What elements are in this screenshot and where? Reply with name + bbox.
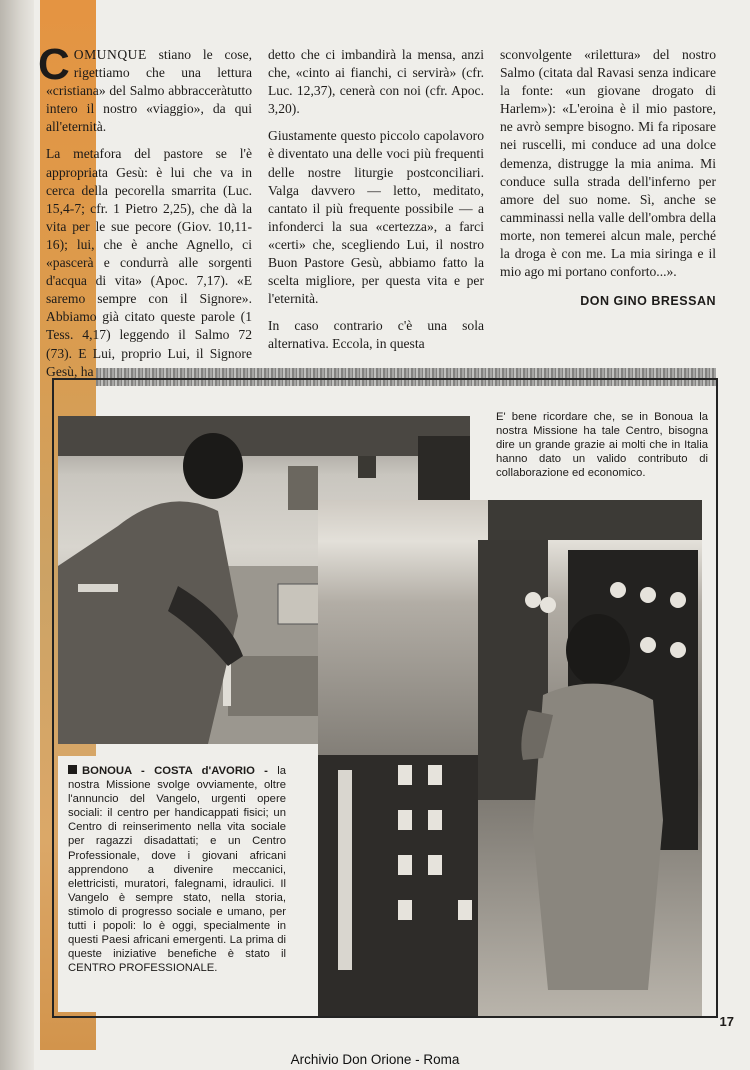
article-paragraph (38, 40, 252, 136)
article-paragraph: Giustamente questo piccolo capolavoro è diventato una delle voci più frequenti delle nostre liturgie postconciliari. Valga davvero — letto, meditato, cantato il più frequente possibile — a infonderci la sua «certezza», a farci «certi» che, scegliendo Lui, il nostro Buon Pastore Gesù, abbiamo fatto la scelta migliore, per questa vita e per l'eternità. (268, 128, 484, 307)
article-column-1 (38, 40, 252, 390)
author-signature: DON GINO BRESSAN (580, 294, 716, 308)
caption-main (68, 764, 286, 975)
article-paragraph: sconvolgente «rilettura» del nostro Salmo (citata dal Ravasi senza indicare la fonte: «un giovane drogato di Harlem»): «L'eroina è il mio pastore, ne avrò sempre bisogno. Mi fa riposare nei ruscelli, mi conduce ad una dolce demenza, distrugge la mia anima. Mi conduce sulla strada dell'inferno per amore del suo nome. Sì, anche se camminassi nella valle dell'ombra della morte, non temerei alcun male, perché la droga è con me. La mia siringa e il mio ago mi portano conforto...». (500, 47, 716, 280)
page-number: 17 (719, 1014, 734, 1029)
article-paragraph: In caso contrario c'è una sola alternativa. Eccola, in questa (268, 318, 484, 352)
caption-heading: BONOUA - COSTA d'AVORIO - (82, 765, 268, 777)
bullet-square-icon (68, 765, 77, 774)
lead-word: OMUNQUE (73, 47, 147, 62)
article-paragraph: detto che ci imbandirà la mensa, anzi che, «cinto ai fianchi, ci servirà» (cfr. Luc. 12,37), cenerà con noi (cfr. Apoc. 3,20). (268, 47, 484, 117)
caption-top: E' bene ricordare che, se in Bonoua la nostra Missione ha tale Centro, bisogna dire un grande grazie ai molti che in Italia hanno dato un valido contributo di collaborazione ed economico. (496, 411, 708, 480)
page-binding-edge (0, 0, 34, 1070)
article-paragraph: La metafora del pastore se l'è appropriata Gesù: è lui che va in cerca della pecorella smarrita (Luc. 15,4-7; cfr. 1 Pietro 2,25), che dà la vita per le sue pecore (Giov. 10,11-16); lui, che è anche Agnello, ci «pascerà e condurrà alle sorgenti d'acqua di vita» (Apoc. 7,17). «E saremo sempre con il Signore». Abbiamo già citato queste parole (1 Tess. 4,17) leggendo il Salmo 72 (73). E Lui, proprio Lui, il Signore Gesù, ha (46, 146, 252, 379)
article-column-2 (268, 46, 484, 363)
paragraph-text: stiano le cose, rigettiamo che una lettura «cristiana» del Salmo abbracceràtutto intero il nostro «viaggio», da qui all'eternità. (46, 47, 252, 135)
drop-cap: C (38, 40, 70, 89)
caption-body: la nostra Missione svolge ovviamente, oltre l'annuncio del Vangelo, urgenti opere sociali: il centro per handicappati fisici; un Centro di reinserimento nella vita sociale per ragazzi disadattati; e un Centro Professionale, dove i giovani africani apprendono a divenire meccanici, elettricisti, muratori, falegnami, idraulici. Il Vangelo è sempre stato, nella storia, stimolo di progresso sociale e umano, per tutti i popoli: lo è oggi, specialmente in questi Paesi africani emergenti. La prima di queste iniziative benefiche è stato il CENTRO PROFESSIONALE. (68, 765, 286, 975)
photo-electrician-illustration (318, 500, 702, 1016)
article-column-3 (500, 46, 716, 290)
photo-electrician (318, 500, 702, 1016)
archive-footer: Archivio Don Orione - Roma (290, 1052, 460, 1067)
